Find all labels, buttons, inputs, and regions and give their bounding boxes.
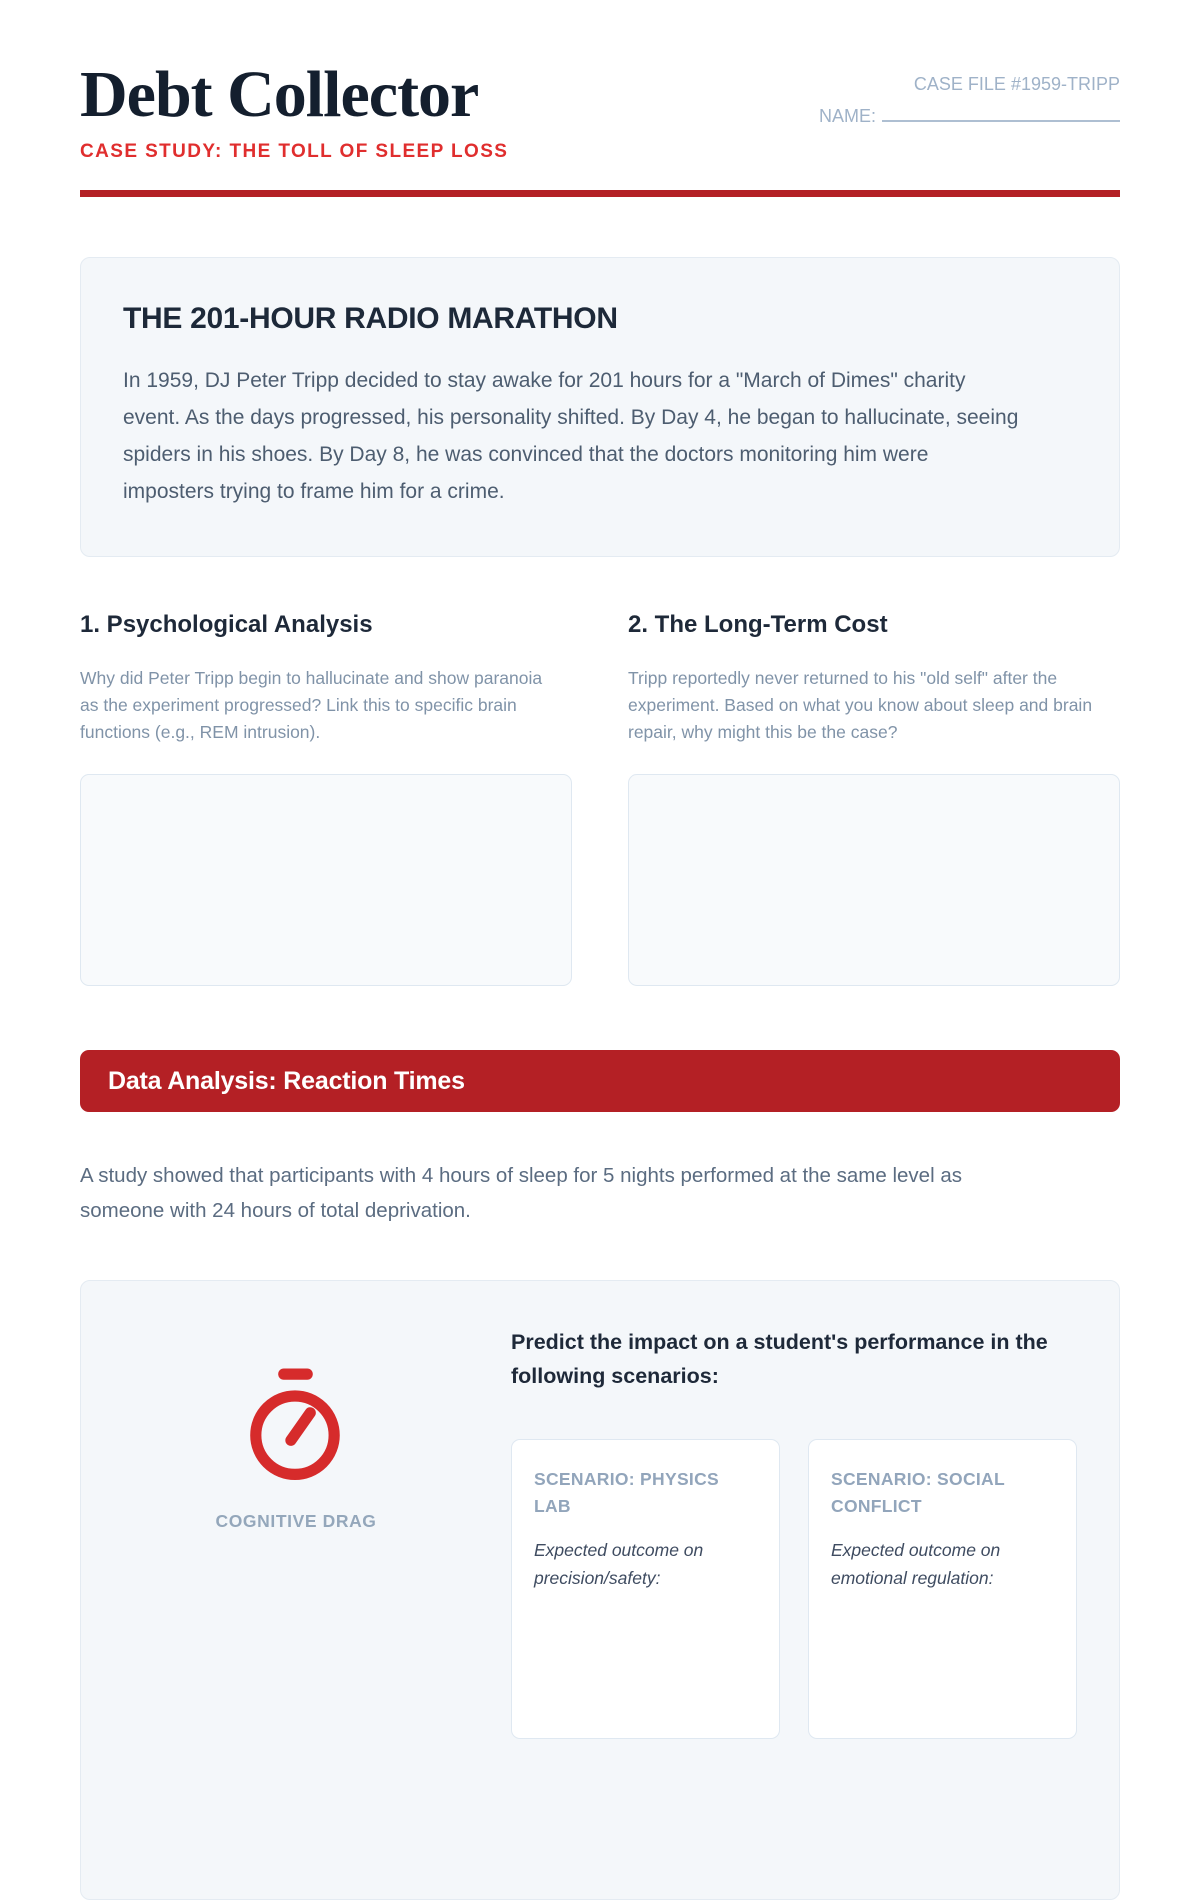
page-subtitle: CASE STUDY: THE TOLL OF SLEEP LOSS [80,141,509,162]
case-file-number: CASE FILE #1959-TRIPP [913,74,1120,94]
scenario-card-social-conflict[interactable] [808,1439,1077,1739]
case-meta [819,62,1120,128]
page-title: Debt Collector [80,58,479,131]
question-2-heading: 2. The Long-Term Cost [628,611,888,638]
scenario-1-prompt: Expected outcome on precision/safety: [534,1540,704,1588]
question-1-answer-box[interactable] [80,774,572,986]
header [80,58,1120,163]
cognitive-drag-panel [81,1281,511,1899]
scenario-grid [511,1439,1077,1739]
cognitive-drag-label: COGNITIVE DRAG [215,1511,377,1531]
name-blank-field[interactable] [882,104,1120,122]
question-2-answer-box[interactable] [628,774,1120,986]
intro-card [80,257,1120,557]
scenario-2-prompt: Expected outcome on emotional regulation: [831,1540,1001,1588]
question-2-prompt: Tripp reportedly never returned to his "old self" after the experiment. Based on what you know about sleep and brain repair, why might this be the case? [628,668,1093,742]
masthead [80,58,509,163]
name-label: NAME: [818,106,876,126]
intro-heading: THE 201-HOUR RADIO MARATHON [123,302,618,335]
study-description: A study showed that participants with 4 hours of sleep for 5 nights performed at the same level as someone with 24 hours of total deprivation. [80,1164,962,1222]
section-banner-title: Data Analysis: Reaction Times [108,1066,465,1095]
scenario-1-title: SCENARIO: PHYSICS LAB [534,1469,719,1516]
question-1-prompt: Why did Peter Tripp begin to hallucinate and show paranoia as the experiment progressed? Link this to specific brain functions (e.g., REM intrusion). [80,668,543,742]
stopwatch-icon [245,1367,347,1481]
predict-heading: Predict the impact on a student's performance in the following scenarios: [511,1330,1048,1388]
predict-panel [511,1281,1077,1899]
header-divider [80,190,1120,197]
question-1 [80,611,572,986]
intro-body: In 1959, DJ Peter Tripp decided to stay awake for 201 hours for a "March of Dimes" charity event. As the days progressed, his personality shifted. By Day 4, he began to hallucinate, seeing spiders in his shoes. By Day 8, he was convinced that the doctors monitoring him were imposters trying to frame him for a crime. [123,369,1019,503]
name-row [819,104,1120,128]
data-analysis-card [80,1280,1120,1900]
scenario-2-title: SCENARIO: SOCIAL CONFLICT [831,1469,1005,1516]
scenario-card-physics-lab[interactable] [511,1439,780,1739]
question-1-heading: 1. Psychological Analysis [80,611,373,638]
section-banner [80,1050,1120,1112]
questions-section [80,611,1120,986]
question-2 [628,611,1120,986]
